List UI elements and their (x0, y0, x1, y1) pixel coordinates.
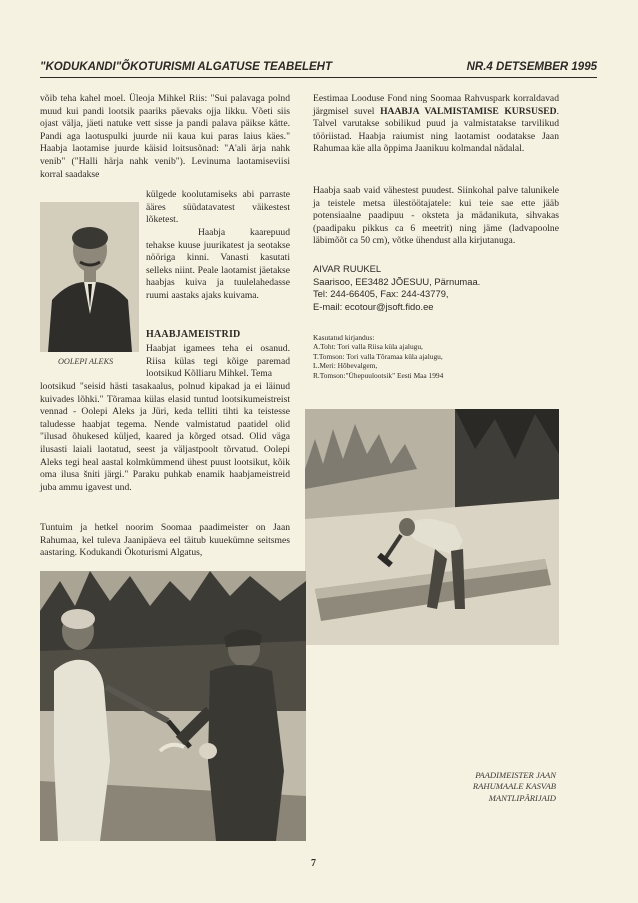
portrait-caption: OOLEPI ALEKS (58, 357, 114, 366)
source-item: L.Meri: Hõbevalgem, (313, 361, 378, 371)
photo-boat-carving (305, 409, 559, 645)
sources-title: Kasutatud kirjandus: (313, 333, 375, 342)
left-paragraph-1b: külgede koolutamiseks abi parraste ääres süüdatavatest väikestest lõketest. (146, 189, 290, 226)
contact-phone: Tel: 244-66405, Fax: 244-43779, (313, 288, 449, 300)
sources-block (313, 333, 443, 380)
left-paragraph-2: Haabjat igamees teha ei osanud. Riisa külas tegi kõige paremad lootsikud Kõlliaru Mihkel. Tema (146, 343, 290, 380)
photo-master-and-heir (40, 571, 306, 841)
header-title: "KODUKANDI"ÕKOTURISMI ALGATUSE TEABELEHT (40, 61, 333, 73)
heading-haabjameistrid: HAABJAMEISTRID (146, 329, 241, 340)
left-paragraph-3: Tuntuim ja hetkel noorim Soomaa paadimeister on Jaan Rahumaa, kel tuleva Jaanipäeva eel täitub kuuekümne seitsmes aastaring. Kodukandi Ökoturismi Algatus, (40, 522, 290, 559)
page-number: 7 (311, 858, 316, 869)
right-paragraph-1-text: Eestimaa Looduse Fond ning Soomaa Rahvuspark korraldavad järgmisel suvel (313, 93, 559, 117)
contact-block (313, 263, 480, 313)
course-title: HAABJA VALMISTAMISE KURSUSED (380, 105, 557, 117)
header-issue: NR.4 DETSEMBER 1995 (466, 61, 597, 73)
contact-email: E-mail: ecotour@jsoft.fido.ee (313, 300, 434, 312)
photo-caption-line: PAADIMEISTER JAAN (475, 770, 556, 780)
photo-caption (448, 770, 556, 804)
page-header (40, 59, 597, 78)
source-item: A.Toht: Tori valla Riisa küla ajalugu, (313, 342, 423, 352)
portrait-photo (40, 202, 139, 352)
photo-caption-line: MANTLIPÄRIJAID (488, 792, 556, 803)
left-paragraph-2b: lootsikud "seisid hästi tasakaalus, polnud kipakad ja ei läinud kuivades lõhki." Tõramaa külas elasid tuntud lootsikumeistreist vennad - Oolepi Aleks ja Jüri, keda telliti tihti ka teistesse taludesse haabjat tegema. Nende valmistatud paatidel olid "ilusad õhukesed küljed, kaared ja kõrged otsad. Olid väga ilusasti laiali laotatud, seest ja väljastpoolt tõrvatud. Oolepi Aleks tegi heal aastal kolmkümmend ühest puust lootsikut, kõik oma ilusa šniti järgi." Paraku puhkab enamik haabjameistreid juba ammu igavest und. (40, 381, 290, 493)
source-item: R.Tomson:"Ühepuulootsik" Eesti Maa 1994 (313, 370, 444, 380)
right-paragraph-1-rest: . Talvel varutakse sobilikud puud ja valmistatakse tarvilikud tööriistad. Haabja raiumist ning laotamist oodatakse Jaan Rahumaa käe alla õppima Jaanikuu kolmandal nädalal. (313, 105, 559, 155)
left-paragraph-1: võib teha kahel moel. Üleoja Mihkel Riis: "Sui palavaga polnd muud kui pandi lootsik paariks päevaks ojja likku. Võeti siis ojast välja, jäeti natuke vett sisse ja pandi palava päikse kätte. Pandi aga laotuspulki juurde nii kaua kui paras laius käes." Haabja laotamise juurde käisid loitsusõnad: "A'ali ärja nahk venib" ("Halli härja nahk venib"). Levinuma laotamiseviisi korral saadakse (40, 93, 290, 180)
source-item: T.Tomson: Tori valla Tõramaa küla ajalugu, (313, 351, 443, 361)
right-paragraph-2: Haabja saab vaid vähestest puudest. Siinkohal palve talunikele ja teistele metsa ülestöötajatele: kui teie sae ette jääb potensiaalne paadipuu - oksteta ja mädanikuta, sihvakas (paadipaku pikkus ca 6 meetrit) ning jäme (ladvapoolne läbimõõt ca 50 cm), võtke ühendust alla kirjutanuga. (313, 185, 559, 247)
right-paragraph-1 (313, 93, 559, 156)
photo-caption-line: RAHUMAALE KASVAB (472, 781, 556, 792)
contact-address: Saarisoo, EE3482 JÕESUU, Pärnumaa. (313, 275, 481, 287)
left-paragraph-1c: Haabja kaarepuud tehakse kuuse juurikatest ja seotakse nööriga kinni. Vanasti kasutati selleks niint. Peale laotamist jäetakse haabjas kuiva ja tuulelahedasse ruumi aastaks ajaks kuivama. (146, 227, 290, 301)
contact-name: AIVAR RUUKEL (313, 263, 382, 274)
